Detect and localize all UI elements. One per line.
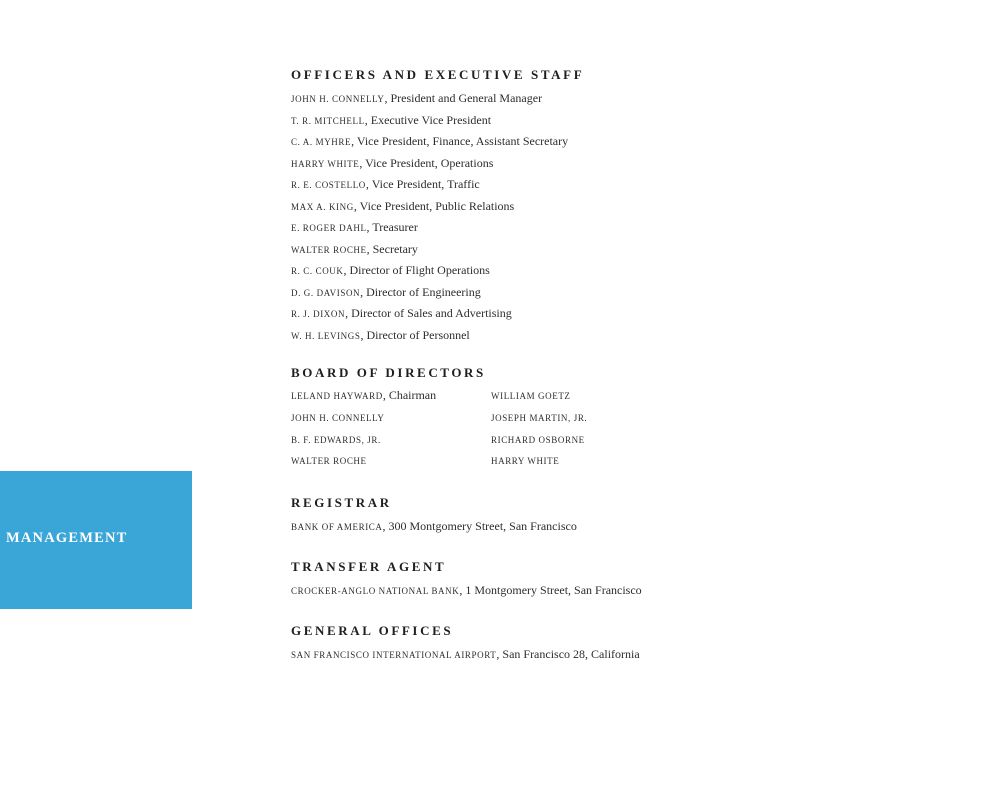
director-name: JOHN H. CONNELLY [291,412,385,423]
registrar-section [291,494,971,536]
management-label: MANAGEMENT [6,530,128,546]
transfer-agent-info [291,581,971,600]
officer-name: R. E. COSTELLO [291,180,366,190]
director-entry [291,407,491,429]
officer-name: JOHN H. CONNELLY [291,94,385,104]
director-title: , Chairman [382,388,437,402]
officer-name: R. C. COUK [291,266,344,276]
transfer-agent-section [291,558,971,600]
officer-title: , Vice President, Traffic [365,177,480,191]
officer-entry [291,196,971,218]
director-entry [291,429,491,451]
director-name: LELAND HAYWARD [291,391,383,401]
officer-name: R. J. DIXON [291,309,346,319]
registrar-heading: REGISTRAR [291,495,392,511]
officer-entry [291,303,971,325]
registrar-info [291,517,971,536]
officer-entry [291,110,971,132]
director-entry [491,450,691,472]
officer-title: , Director of Engineering [360,284,481,299]
general-offices-heading: GENERAL OFFICES [291,623,454,639]
director-entry [291,385,491,407]
registrar-address: , 300 Montgomery Street, San Francisco [382,519,577,534]
director-entry [291,450,491,472]
general-offices-section [291,622,971,664]
board-section [291,364,971,472]
officer-name: W. H. LEVINGS [291,330,361,341]
officer-title: , Treasurer [366,220,418,234]
general-offices-info [291,645,971,664]
officer-name: D. G. DAVISON [291,287,361,298]
transfer-agent-heading: TRANSFER AGENT [291,559,447,575]
officer-entry [291,88,971,110]
officer-entry [291,325,971,347]
officer-title: , Secretary [366,241,418,256]
officer-title: , Vice President, Public Relations [353,198,515,213]
officers-heading: OFFICERS AND EXECUTIVE STAFF [291,67,585,82]
general-offices-name: SAN FRANCISCO INTERNATIONAL AIRPORT [291,650,497,661]
director-name: JOSEPH MARTIN, JR. [491,412,588,423]
director-entry [491,429,691,451]
officer-title: , Director of Personnel [360,327,470,342]
officers-list [291,88,971,346]
transfer-agent-name: CROCKER-ANGLO NATIONAL BANK [291,586,460,597]
director-name: RICHARD OSBORNE [491,434,585,445]
transfer-agent-address: , 1 Montgomery Street, San Francisco [459,583,642,598]
officer-title: , Vice President, Operations [359,155,494,170]
officer-name: MAX A. KING [291,201,354,212]
director-name: B. F. EDWARDS, JR. [291,434,381,445]
general-offices-address: , San Francisco 28, California [496,647,640,662]
director-name: HARRY WHITE [491,456,560,467]
registrar-name: BANK OF AMERICA [291,522,383,533]
officer-name: HARRY WHITE [291,158,360,169]
board-heading: BOARD OF DIRECTORS [291,365,486,380]
management-content [291,66,971,664]
officer-entry [291,217,971,239]
officer-entry [291,260,971,282]
officer-entry [291,131,971,153]
officer-entry [291,174,971,196]
officer-entry [291,153,971,175]
director-name: WALTER ROCHE [291,456,367,467]
officer-name: T. R. MITCHELL [291,115,365,126]
officer-entry [291,282,971,304]
management-side-block [0,471,192,609]
officer-title: , Director of Flight Operations [343,263,490,277]
officer-title: , President and General Manager [384,91,543,105]
director-name: WILLIAM GOETZ [491,391,571,401]
director-entry [491,385,691,407]
officer-title: , Executive Vice President [364,112,492,127]
director-entry [491,407,691,429]
officer-entry [291,239,971,261]
officer-title: , Director of Sales and Advertising [345,306,512,320]
officer-name: WALTER ROCHE [291,244,367,255]
officer-title: , Vice President, Finance, Assistant Secretary [351,134,569,148]
board-list [291,385,971,472]
officer-name: C. A. MYHRE [291,137,352,147]
officer-name: E. ROGER DAHL [291,223,367,233]
